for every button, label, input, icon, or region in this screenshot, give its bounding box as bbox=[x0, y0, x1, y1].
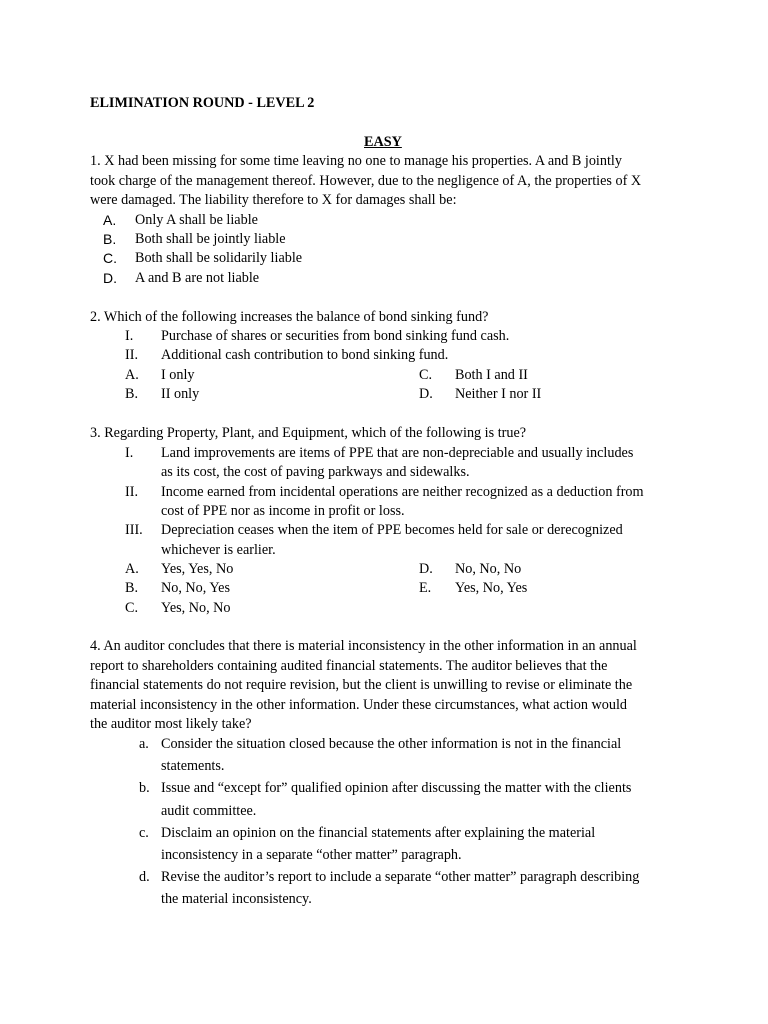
choice-letter: E. bbox=[419, 580, 432, 596]
statement-number: II. bbox=[125, 347, 138, 363]
section-heading: EASY bbox=[364, 134, 402, 150]
question-4-line-4: material inconsistency in the other information. Under these circumstances, what action would bbox=[90, 697, 627, 713]
choice-letter: C. bbox=[103, 250, 117, 266]
statement-number: III. bbox=[125, 522, 143, 538]
statement-line: as its cost, the cost of paving parkways and sidewalks. bbox=[161, 464, 470, 480]
choice-letter: A. bbox=[125, 367, 139, 383]
choice-letter: B. bbox=[125, 580, 139, 596]
choice-text: Both I and II bbox=[455, 367, 528, 383]
choice-text: No, No, Yes bbox=[161, 580, 230, 596]
document-title: ELIMINATION ROUND - LEVEL 2 bbox=[90, 95, 315, 111]
choice-letter: A. bbox=[103, 212, 117, 228]
choice-letter: B. bbox=[103, 231, 117, 247]
choice-text: Yes, No, No bbox=[161, 600, 231, 616]
choice-text: I only bbox=[161, 367, 195, 383]
statement-line: cost of PPE nor as income in profit or loss. bbox=[161, 503, 405, 519]
choice-letter: D. bbox=[103, 270, 117, 286]
choice-line: audit committee. bbox=[161, 803, 257, 819]
question-1-line-2: took charge of the management thereof. However, due to the negligence of A, the properties of X bbox=[90, 173, 642, 189]
statement-number: II. bbox=[125, 484, 138, 500]
question-4-line-3: financial statements do not require revision, but the client is unwilling to revise or eliminate the bbox=[90, 677, 633, 693]
choice-line: Disclaim an opinion on the financial statements after explaining the material bbox=[161, 825, 596, 841]
choice-letter: C. bbox=[419, 367, 433, 383]
choice-line: the material inconsistency. bbox=[161, 891, 312, 907]
choice-letter: c. bbox=[139, 825, 149, 841]
choice-letter: b. bbox=[139, 780, 150, 796]
statement-line: Depreciation ceases when the item of PPE becomes held for sale or derecognized bbox=[161, 522, 623, 538]
choice-letter: D. bbox=[419, 386, 433, 402]
choice-line: inconsistency in a separate “other matter” paragraph. bbox=[161, 847, 462, 863]
question-4-line-2: report to shareholders containing audited financial statements. The auditor believes that the bbox=[90, 658, 608, 674]
choice-letter: A. bbox=[125, 561, 139, 577]
choice-line: Issue and “except for” qualified opinion after discussing the matter with the clients bbox=[161, 780, 632, 796]
choice-text: Both shall be jointly liable bbox=[135, 231, 286, 247]
statement-line: whichever is earlier. bbox=[161, 542, 276, 558]
choice-text: No, No, No bbox=[455, 561, 522, 577]
statement-line: Income earned from incidental operations are neither recognized as a deduction from bbox=[161, 484, 644, 500]
statement-text: Purchase of shares or securities from bond sinking fund cash. bbox=[161, 328, 510, 344]
question-1-line-3: were damaged. The liability therefore to X for damages shall be: bbox=[90, 192, 457, 208]
choice-letter: B. bbox=[125, 386, 139, 402]
choice-text: Only A shall be liable bbox=[135, 212, 258, 228]
choice-text: Yes, Yes, No bbox=[161, 561, 234, 577]
question-4-line-5: the auditor most likely take? bbox=[90, 716, 252, 732]
choice-letter: D. bbox=[419, 561, 433, 577]
question-2-stem: 2. Which of the following increases the balance of bond sinking fund? bbox=[90, 309, 489, 325]
choice-text: II only bbox=[161, 386, 200, 402]
question-4-line-1: 4. An auditor concludes that there is material inconsistency in the other information in an annual bbox=[90, 638, 637, 654]
statement-number: I. bbox=[125, 445, 134, 461]
choice-text: A and B are not liable bbox=[135, 270, 260, 286]
choice-letter: C. bbox=[125, 600, 139, 616]
question-1-line-1: 1. X had been missing for some time leaving no one to manage his properties. A and B jointly bbox=[90, 153, 622, 169]
statement-line: Land improvements are items of PPE that are non-depreciable and usually includes bbox=[161, 445, 634, 461]
choice-text: Neither I nor II bbox=[455, 386, 542, 402]
choice-letter: d. bbox=[139, 869, 150, 885]
choice-letter: a. bbox=[139, 736, 149, 752]
choice-text: Both shall be solidarily liable bbox=[135, 250, 303, 266]
choice-line: statements. bbox=[161, 758, 225, 774]
question-3-stem: 3. Regarding Property, Plant, and Equipment, which of the following is true? bbox=[90, 425, 527, 441]
statement-number: I. bbox=[125, 328, 134, 344]
choice-text: Yes, No, Yes bbox=[455, 580, 528, 596]
statement-text: Additional cash contribution to bond sinking fund. bbox=[161, 347, 449, 363]
choice-line: Consider the situation closed because the other information is not in the financial bbox=[161, 736, 622, 752]
choice-line: Revise the auditor’s report to include a separate “other matter” paragraph describing bbox=[161, 869, 640, 885]
